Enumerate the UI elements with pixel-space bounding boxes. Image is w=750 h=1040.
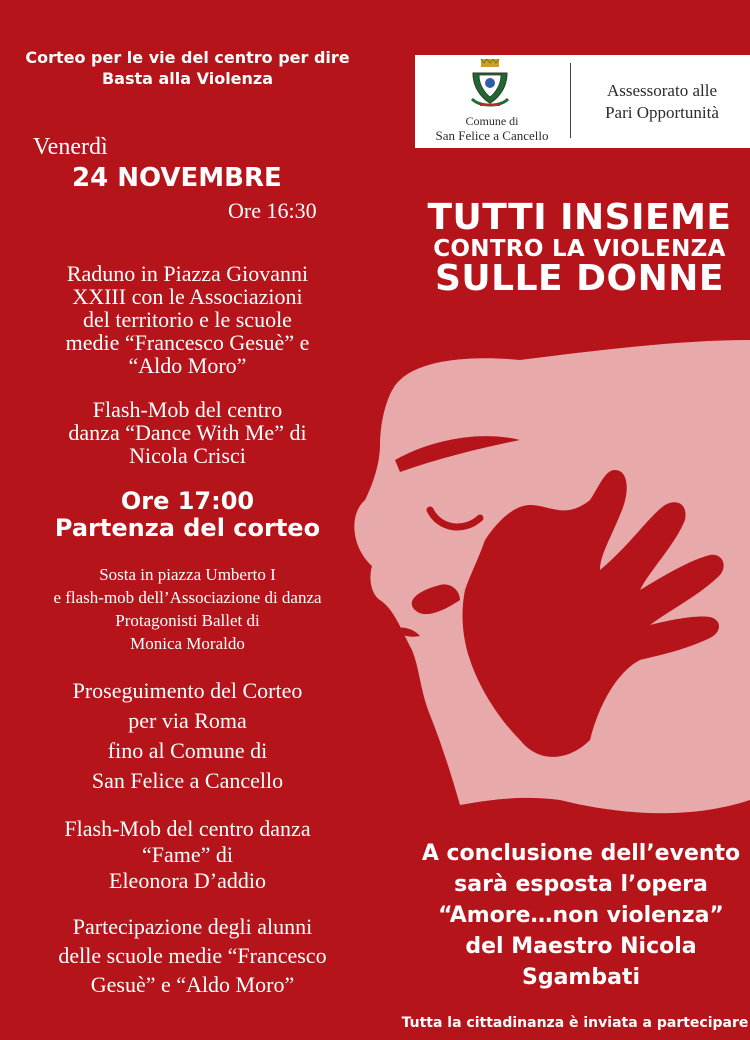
municipality-logo-box (415, 55, 750, 148)
invite-text: Tutta la cittadinanza è inviata a partecipare (401, 1015, 749, 1031)
flashmob-1-line: danza “Dance With Me” di (68, 420, 307, 445)
raduno-line: XXIII con le Associazioni (72, 284, 303, 309)
sosta-line: Monica Moraldo (130, 634, 245, 653)
partecipazione-line: Gesuè” e “Aldo Moro” (90, 972, 295, 997)
event-date: 24 NOVEMBRE (72, 163, 282, 193)
flashmob-1-line: Nicola Crisci (129, 443, 246, 468)
partecipazione-line: delle scuole medie “Francesco (58, 943, 327, 968)
office-label-1: Assessorato alle (606, 81, 717, 100)
raduno-line: del territorio e le scuole (83, 307, 292, 332)
departure-block (0, 488, 375, 542)
proseguimento-block (0, 676, 375, 796)
sosta-block (0, 563, 375, 655)
flashmob-1-block (0, 398, 375, 467)
flashmob-1-line: Flash-Mob del centro (92, 397, 283, 422)
comune-label-2: San Felice a Cancello (435, 128, 549, 143)
header-line-2: Basta alla Violenza (101, 69, 274, 88)
raduno-line: “Aldo Moro” (128, 353, 247, 378)
header (0, 48, 375, 88)
conclusion-line: Sgambati (521, 965, 640, 990)
title-line-1: TUTTI INSIEME (427, 197, 732, 238)
sosta-line: Protagonisti Ballet di (115, 611, 260, 630)
comune-label-1: Comune di (465, 114, 519, 128)
conclusion-line: sarà esposta l’opera (454, 872, 708, 897)
proseguimento-line: Proseguimento del Corteo (72, 678, 303, 703)
partecipazione-block (0, 912, 385, 999)
event-day: Venerdì (33, 134, 108, 160)
partecipazione-line: Partecipazione degli alunni (72, 914, 313, 939)
raduno-line: Raduno in Piazza Giovanni (66, 261, 309, 286)
main-title (412, 197, 747, 299)
sosta-line: Sosta in piazza Umberto I (99, 565, 276, 584)
header-line-1: Corteo per le vie del centro per dire (25, 48, 350, 67)
flashmob-2-line: Flash-Mob del centro danza (64, 816, 311, 841)
event-time: Ore 16:30 (228, 198, 317, 223)
raduno-block (0, 262, 375, 377)
departure-label: Partenza del corteo (54, 514, 321, 542)
raduno-line: medie “Francesco Gesuè” e (65, 330, 310, 355)
proseguimento-line: per via Roma (128, 708, 247, 733)
flashmob-2-line: Eleonora D’addio (109, 868, 266, 893)
conclusion-line: del Maestro Nicola (465, 934, 697, 959)
flashmob-2-block (0, 816, 375, 894)
departure-time: Ore 17:00 (120, 487, 255, 515)
title-line-2: CONTRO LA VIOLENZA (433, 236, 726, 262)
conclusion-line: “Amore…non violenza” (438, 903, 724, 928)
proseguimento-line: San Felice a Cancello (91, 768, 284, 793)
flashmob-2-line: “Fame” di (141, 842, 234, 867)
title-line-3: SULLE DONNE (435, 258, 724, 299)
sosta-line: e flash-mob dell’Associazione di danza (53, 588, 322, 607)
conclusion-line: A conclusione dell’evento (421, 841, 741, 866)
proseguimento-line: fino al Comune di (107, 738, 268, 763)
coat-of-arms-icon (470, 59, 510, 111)
logo-divider (570, 63, 571, 138)
office-label-2: Pari Opportunità (605, 103, 719, 122)
mouth (385, 662, 415, 738)
conclusion-block (412, 838, 750, 993)
